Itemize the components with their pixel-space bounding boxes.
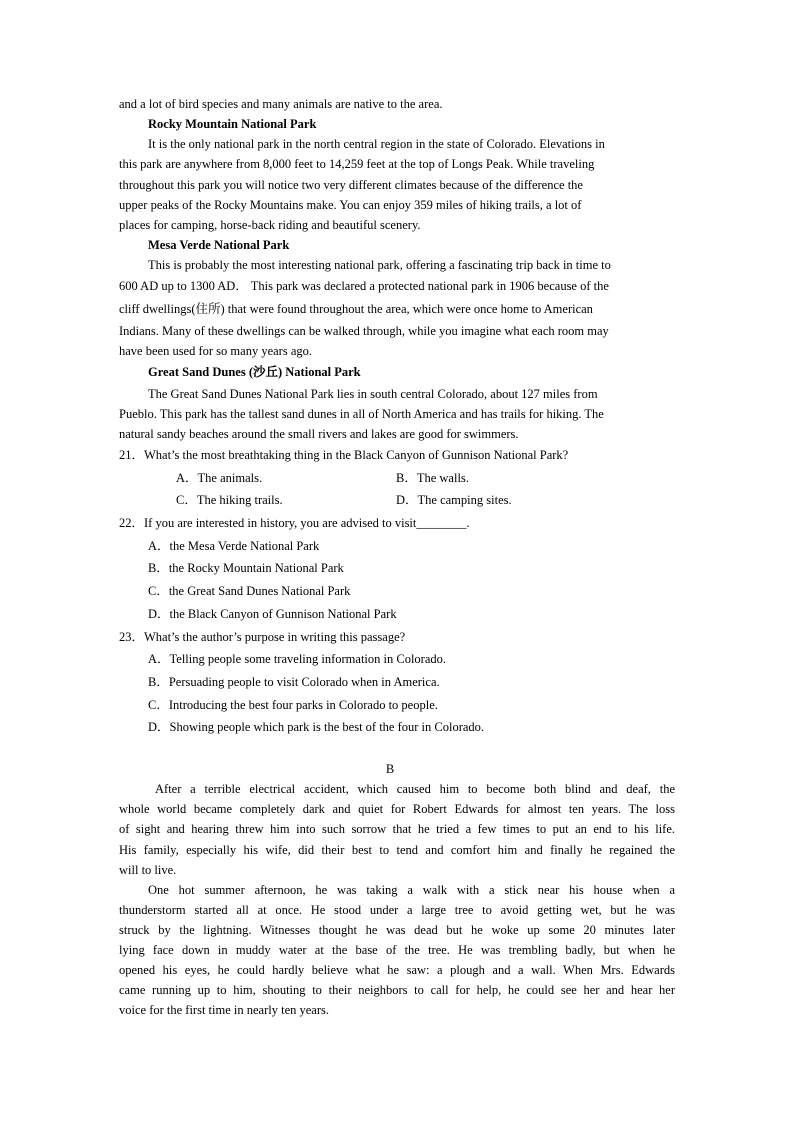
paragraph-line: throughout this park you will notice two very different climates because of the difference the	[119, 178, 583, 192]
paragraph-line: Indians. Many of these dwellings can be walked through, while you imagine what each room may	[119, 324, 609, 338]
park-heading-great-sand-dunes: Great Sand Dunes (沙丘) National Park	[148, 365, 361, 379]
paragraph-line: The Great Sand Dunes National Park lies in south central Colorado, about 127 miles from	[148, 387, 598, 401]
paragraph-line: opened his eyes, he could hardly believe what he saw: a plough and a wall. When Mrs. Edwards	[119, 963, 675, 977]
paragraph-line: came running up to him, shouting to their neighbors to call for help, he could see her and hear her	[119, 983, 675, 997]
question-stem-23: 23．What’s the author’s purpose in writing this passage?	[119, 630, 406, 644]
paragraph-line: thunderstorm started all at once. He stood under a large tree to avoid getting wet, but he was	[119, 903, 675, 917]
paragraph-line: Pueblo. This park has the tallest sand dunes in all of North America and has trails for hiking. The	[119, 407, 604, 421]
paragraph-line: upper peaks of the Rocky Mountains make. You can enjoy 359 miles of hiking trails, a lot of	[119, 198, 582, 212]
paragraph-line: cliff dwellings(住所) that were found throughout the area, which were once home to American	[119, 302, 593, 316]
paragraph-line: struck by the lightning. Witnesses thought he was dead but he woke up some 20 minutes later	[119, 923, 675, 937]
paragraph-line: natural sandy beaches around the small rivers and lakes are good for swimmers.	[119, 427, 519, 441]
option-22-d: D．the Black Canyon of Gunnison National Park	[148, 607, 397, 621]
option-23-c: C．Introducing the best four parks in Colorado to people.	[148, 698, 438, 712]
option-21-a: A．The animals.	[176, 471, 263, 485]
passage-b-label: B	[385, 762, 395, 776]
option-21-b: B．The walls.	[396, 471, 469, 485]
option-22-a: A．the Mesa Verde National Park	[148, 539, 320, 553]
paragraph-line: of sight and hearing threw him into such sorrow that he tried a few times to put an end to his life.	[119, 822, 675, 836]
option-23-a: A．Telling people some traveling information in Colorado.	[148, 652, 447, 666]
paragraph-line: places for camping, horse-back riding and beautiful scenery.	[119, 218, 421, 232]
option-23-b: B．Persuading people to visit Colorado when in America.	[148, 675, 440, 689]
option-22-c: C．the Great Sand Dunes National Park	[148, 584, 351, 598]
paragraph-line: 600 AD up to 1300 AD． This park was declared a protected national park in 1906 because of the	[119, 279, 609, 293]
paragraph-line: voice for the first time in nearly ten years.	[119, 1003, 329, 1017]
paragraph-line: have been used for so many years ago.	[119, 344, 312, 358]
paragraph-line: His family, especially his wife, did their best to tend and comfort him and finally he regained the	[119, 843, 675, 857]
option-21-c: C．The hiking trails.	[176, 493, 283, 507]
question-stem-22: 22．If you are interested in history, you are advised to visit________.	[119, 516, 470, 530]
park-heading-rocky-mountain: Rocky Mountain National Park	[148, 117, 317, 131]
paragraph-line: One hot summer afternoon, he was taking a walk with a stick near his house when a	[148, 883, 675, 897]
question-stem-21: 21．What’s the most breathtaking thing in the Black Canyon of Gunnison National Park?	[119, 448, 569, 462]
paragraph-line: lying face down in muddy water at the base of the tree. He was trembling badly, but when he	[119, 943, 675, 957]
option-22-b: B．the Rocky Mountain National Park	[148, 561, 344, 575]
option-21-d: D．The camping sites.	[396, 493, 512, 507]
paragraph-line: this park are anywhere from 8,000 feet to 14,259 feet at the top of Longs Peak. While traveling	[119, 157, 595, 171]
passage-a-continuation: and a lot of bird species and many animals are native to the area.	[119, 97, 443, 111]
paragraph-line: whole world became completely dark and quiet for Robert Edwards for almost ten years. The loss	[119, 802, 675, 816]
option-23-d: D．Showing people which park is the best of the four in Colorado.	[148, 720, 485, 734]
paragraph-line: After a terrible electrical accident, which caused him to become both blind and deaf, the	[155, 782, 675, 796]
paragraph-line: This is probably the most interesting national park, offering a fascinating trip back in time to	[148, 258, 611, 272]
paragraph-line: It is the only national park in the north central region in the state of Colorado. Elevations in	[148, 137, 605, 151]
park-heading-mesa-verde: Mesa Verde National Park	[148, 238, 290, 252]
paragraph-line: will to live.	[119, 863, 177, 877]
